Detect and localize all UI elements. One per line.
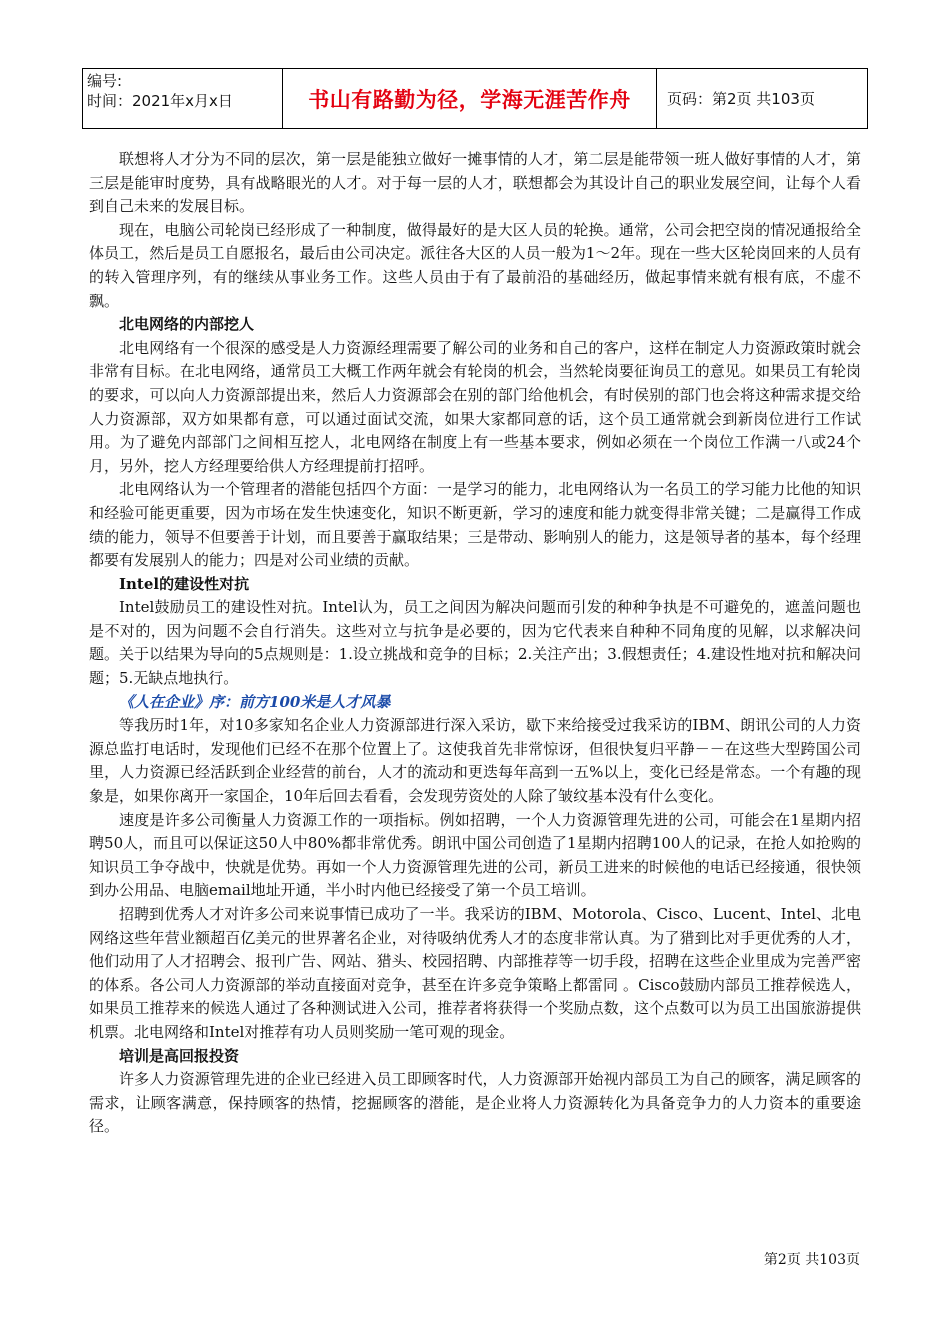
page-footer: 第2页 共103页 [763,1252,860,1268]
page-header [82,68,868,129]
motto: 书山有路勤为径，学海无涯苦作舟 [283,69,657,128]
paragraph: 招聘到优秀人才对许多公司来说事情已成功了一半。我采访的IBM、Motorola、Cisco、Lucent、Intel、北电网络这些年营业额超百亿美元的世界著名企业，对待吸纳优秀人才的态度非常认真。为了猎到比对手更优秀的人才，他们动用了人才招聘会、报刊广告、网站、猎头、校园招聘、内部推荐等一切手段，招聘在这些企业里成为完善严密的体系。各公司人力资源部的举动直接面对竞争，甚至在许多竞争策略上都雷同 。Cisco鼓励内部员工推荐候选人，如果员工推荐来的候选人通过了各种测试进入公司，推荐者将获得一个奖励点数，这个点数可以为员工出国旅游提供机票。北电网络和Intel对推荐有功人员则奖励一笔可观的现金。 [89,905,861,1041]
paragraph: 速度是许多公司衡量人力资源工作的一项指标。例如招聘，一个人力资源管理先进的公司，可能会在1星期内招聘50人，而且可以保证这50人中80%都非常优秀。朗讯中国公司创造了1星期内招聘100人的记录，在抢人如抢购的知识员工争夺战中，快就是优势。再如一个人力资源管理先进的公司，新员工进来的时候他的电话已经接通，很快领到办公用品、电脑email地址开通，半小时内他已经接受了第一个员工培训。 [89,810,861,900]
header-meta-cell [83,69,283,128]
serial-label: 编号: [87,72,123,90]
paragraph: 现在，电脑公司轮岗已经形成了一种制度，做得最好的是大区人员的轮换。通常，公司会把空岗的情况通报给全体员工，然后是员工自愿报名，最后由公司决定。派往各大区的人员一般为1～2年。现在一些大区轮岗回来的人员有的转入管理序列，有的继续从事业务工作。这些人员由于有了最前沿的基础经历，做起事情来就有根有底，不虚不飘。 [89,220,861,310]
header-page-info: 页码：第2页 共103页 [667,90,815,108]
section-heading: Intel的建设性对抗 [119,574,250,593]
section-heading: 北电网络的内部挖人 [119,315,255,334]
paragraph: Intel鼓励员工的建设性对抗。Intel认为，员工之间因为解决问题而引发的种种争执是不可避免的，遮盖问题也是不对的，因为问题不会自行消失。这些对立与抗争是必要的，因为它代表来自种种不同角度的见解，以求解决问题。关于以结果为导向的5点规则是：1.设立挑战和竞争的目标；2.关注产出；3.假想责任；4.建设性地对抗和解决问题；5.无缺点地执行。 [89,598,861,688]
paragraph: 北电网络认为一个管理者的潜能包括四个方面：一是学习的能力，北电网络认为一名员工的学习能力比他的知识和经验可能更重要，因为市场在发生快速变化，知识不断更新，学习的速度和能力就变得非常关键；二是赢得工作成绩的能力，领导不但要善于计划，而且要善于赢取结果；三是带动、影响别人的能力，这是领导者的基本，每个经理都要有发展别人的能力；四是对公司业绩的贡献。 [89,480,861,570]
paragraph: 许多人力资源管理先进的企业已经进入员工即顾客时代，人力资源部开始视内部员工为自己的顾客，满足顾客的需求，让顾客满意，保持顾客的热情，挖掘顾客的潜能，是企业将人力资源转化为具备竞争力的人力资本的重要途径。 [89,1070,861,1136]
document-body [89,148,861,1139]
section-heading-accent: 《人在企业》序：前方100米是人才风暴 [119,692,391,711]
time-label: 时间：2021年x月x日 [87,92,233,110]
paragraph: 北电网络有一个很深的感受是人力资源经理需要了解公司的业务和自己的客户，这样在制定人力资源政策时就会非常有目标。在北电网络，通常员工大概工作两年就会有轮岗的机会，当然轮岗要征询员工的意见。如果员工有轮岗的要求，可以向人力资源部提出来，然后人力资源部会在别的部门给他机会，有时侯别的部门也会将这种需求提交给人力资源部，双方如果都有意，可以通过面试交流，如果大家都同意的话，这个员工通常就会到新岗位进行工作试用。为了避免内部部门之间相互挖人，北电网络在制度上有一些基本要求，例如必须在一个岗位工作满一八或24个月，另外，挖人方经理要给供人方经理提前打招呼。 [89,338,861,475]
section-heading: 培训是高回报投资 [119,1046,240,1065]
paragraph: 联想将人才分为不同的层次，第一层是能独立做好一摊事情的人才，第二层是能带领一班人做好事情的人才，第三层是能审时度势，具有战略眼光的人才。对于每一层的人才，联想都会为其设计自己的职业发展空间，让每个人看到自己未来的发展目标。 [89,150,861,216]
paragraph: 等我历时1年，对10多家知名企业人力资源部进行深入采访，歇下来给接受过我采访的IBM、朗讯公司的人力资源总监打电话时，发现他们已经不在那个位置上了。这使我首先非常惊讶，但很快复归平静－－在这些大型跨国公司里，人力资源已经活跃到企业经营的前台，人才的流动和更迭每年高到一五%以上，变化已经是常态。一个有趣的现象是，如果你离开一家国企，10年后回去看看，会发现劳资处的人除了皱纹基本没有什么变化。 [89,716,861,806]
